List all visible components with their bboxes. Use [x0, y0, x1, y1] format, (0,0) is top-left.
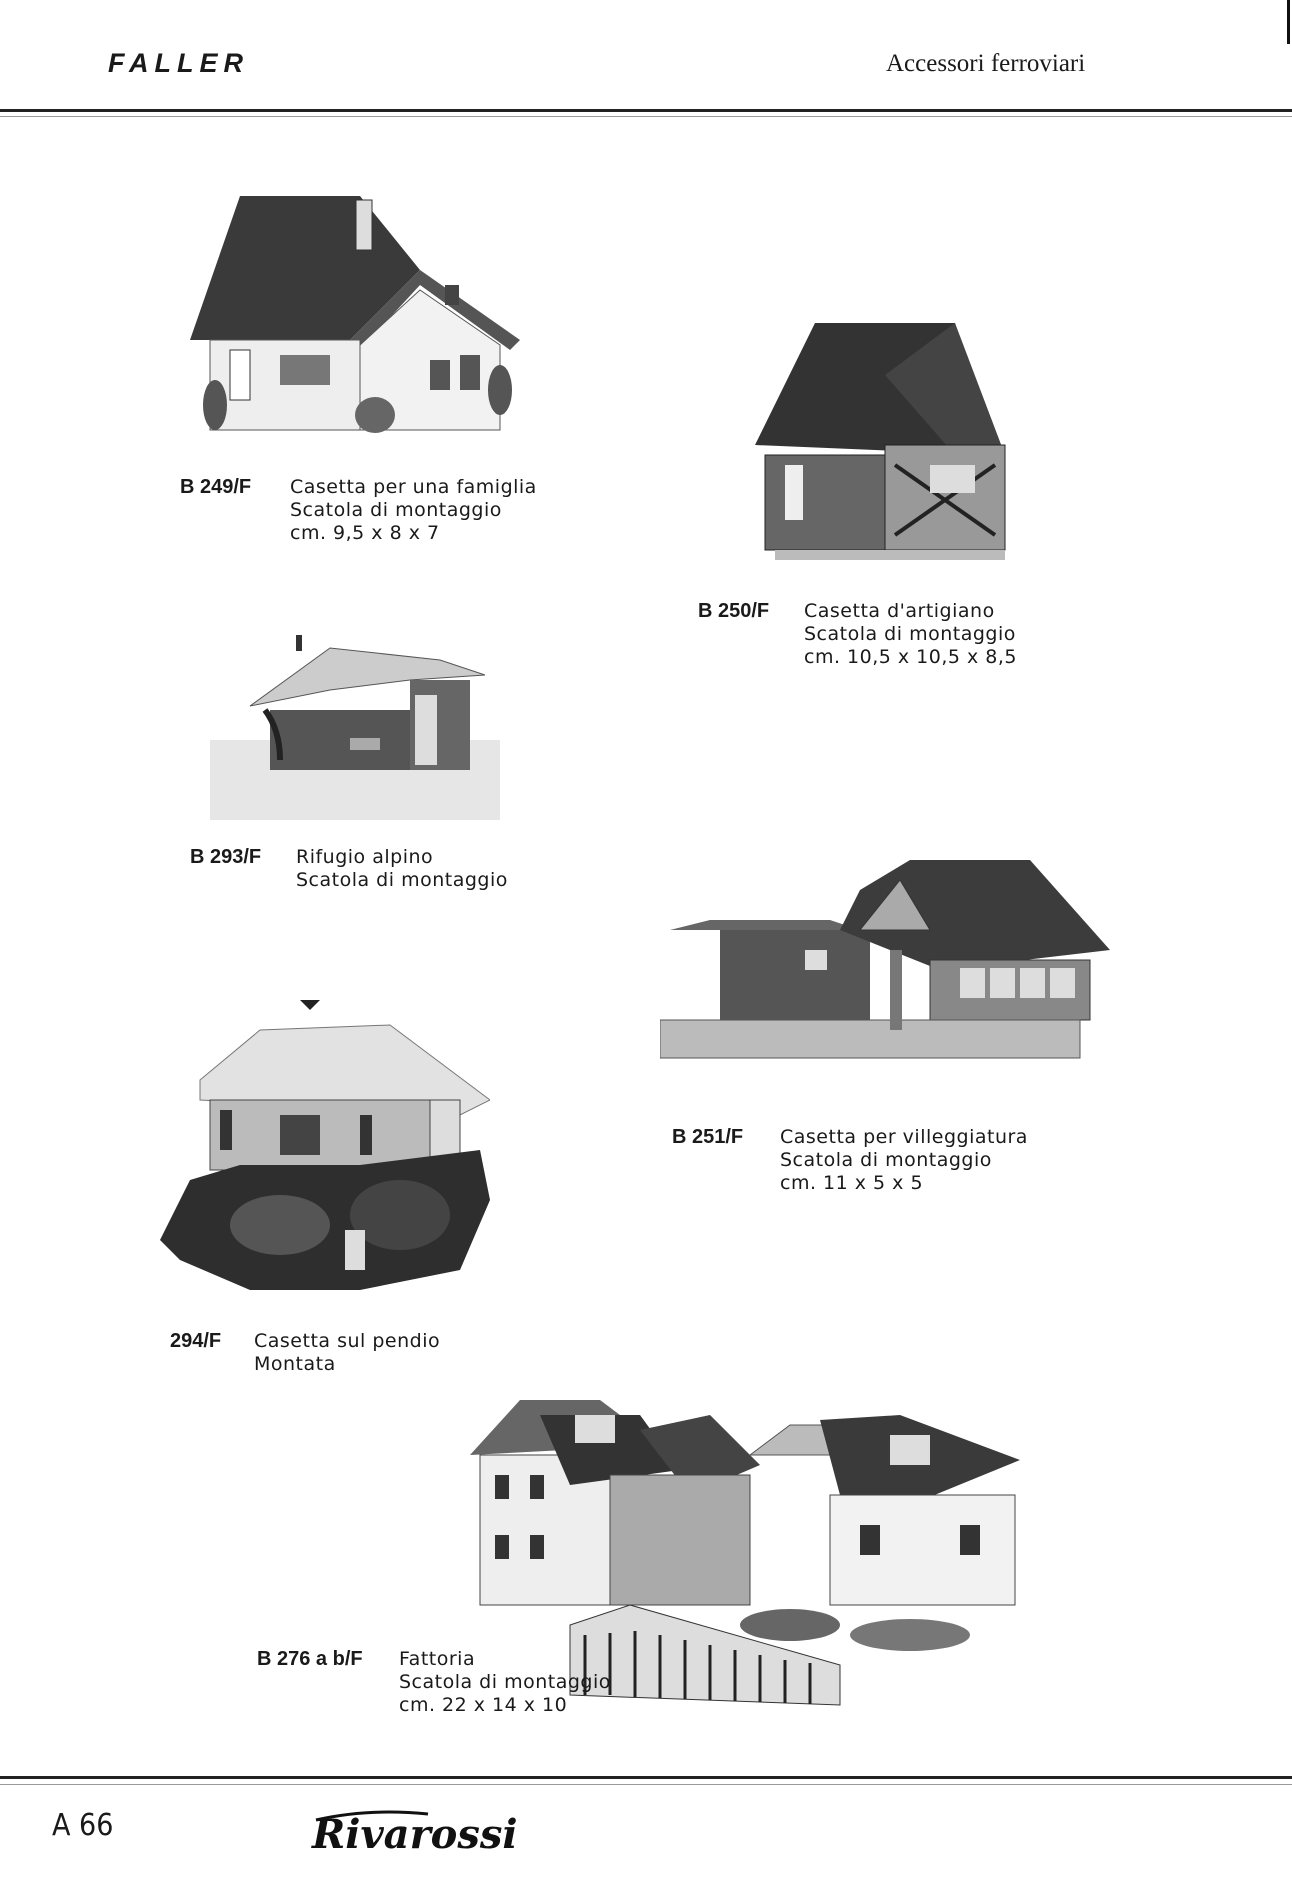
footer-rule-thin [0, 1784, 1292, 1785]
header-rule [0, 109, 1292, 112]
caption-b276 [257, 1648, 717, 1723]
section-title: Accessori ferroviari [886, 50, 1086, 77]
logo-text: Rivarossi [312, 1811, 518, 1858]
photo-b249-house [180, 190, 540, 440]
footer-rule [0, 1776, 1292, 1779]
caption-b293 [190, 846, 610, 896]
product-code: B 276 a b/F [257, 1648, 363, 1670]
photo-b250-house [755, 315, 1015, 565]
product-code: B 293/F [190, 846, 262, 868]
product-name: Fattoria [399, 1648, 476, 1670]
product-kit: Scatola di montaggio [804, 623, 1016, 645]
product-dimensions: cm. 22 x 14 x 10 [399, 1694, 568, 1716]
product-dimensions: cm. 10,5 x 10,5 x 8,5 [804, 646, 1018, 668]
caption-b251 [672, 1126, 1132, 1201]
product-code: B 250/F [698, 600, 770, 622]
product-kit: Scatola di montaggio [780, 1149, 992, 1171]
caption-b249 [180, 476, 600, 551]
caption-b250 [698, 600, 1158, 675]
rivarossi-logo [308, 1800, 548, 1864]
product-kit: Scatola di montaggio [296, 869, 508, 891]
product-code: B 249/F [180, 476, 252, 498]
product-kit: Montata [254, 1353, 336, 1375]
product-dimensions: cm. 9,5 x 8 x 7 [290, 522, 440, 544]
photo-b293-hut [210, 630, 500, 820]
edge-mark [1287, 0, 1290, 44]
photo-294-hillside-house [160, 1000, 490, 1300]
product-name: Rifugio alpino [296, 846, 434, 868]
product-kit: Scatola di montaggio [290, 499, 502, 521]
page-number: A 66 [52, 1808, 114, 1843]
product-kit: Scatola di montaggio [399, 1671, 611, 1693]
product-name: Casetta per una famiglia [290, 476, 537, 498]
photo-b251-house [660, 850, 1110, 1060]
product-code: B 251/F [672, 1126, 744, 1148]
product-name: Casetta d'artigiano [804, 600, 995, 622]
brand-title: FALLER [108, 48, 249, 78]
product-name: Casetta sul pendio [254, 1330, 441, 1352]
product-dimensions: cm. 11 x 5 x 5 [780, 1172, 924, 1194]
caption-294 [170, 1330, 590, 1380]
product-code: 294/F [170, 1330, 222, 1352]
header-rule-thin [0, 116, 1292, 117]
product-name: Casetta per villeggiatura [780, 1126, 1028, 1148]
